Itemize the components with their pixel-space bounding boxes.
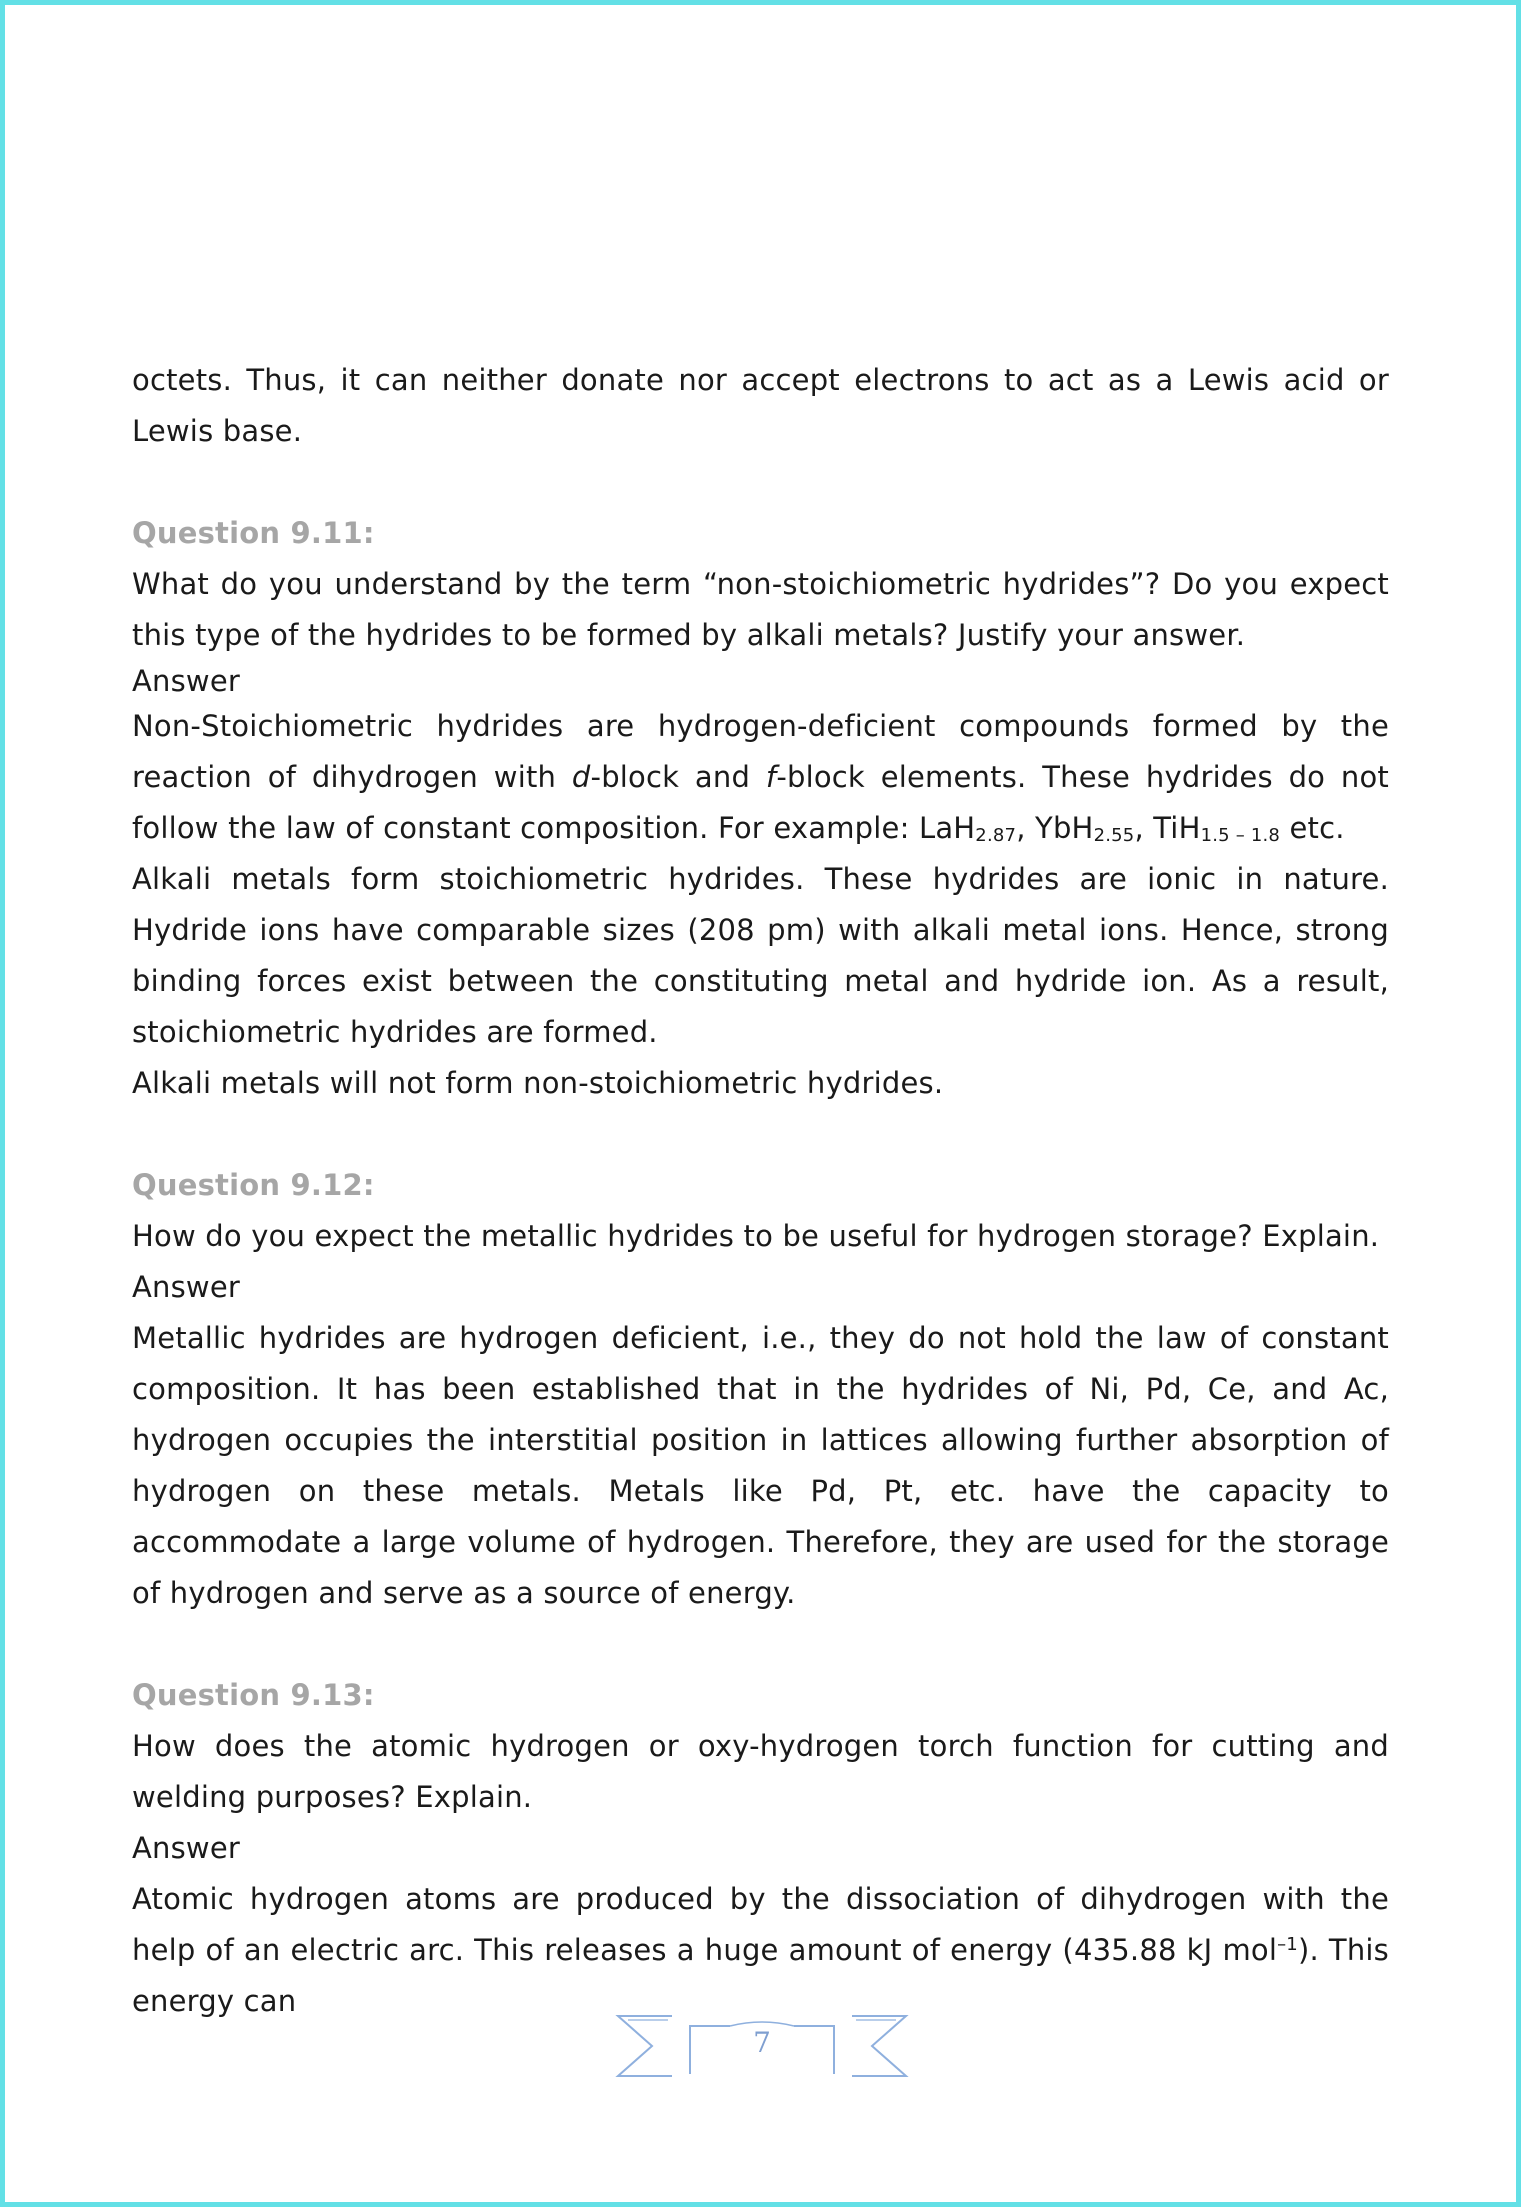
answer-label: Answer bbox=[132, 1270, 241, 1304]
answer-9-11-paragraph-3: Alkali metals will not form non-stoichiometric hydrides. bbox=[132, 1066, 944, 1100]
question-9-12-heading: Question 9.12: bbox=[132, 1168, 375, 1202]
question-9-11-text: What do you understand by the term “non-stoichiometric hydrides”? Do you expect this type of the hydrides to be formed by alkali metals? Justify your answer. bbox=[132, 567, 1389, 652]
question-9-12-text: How do you expect the metallic hydrides to be useful for hydrogen storage? Explain. bbox=[132, 1219, 1380, 1253]
document-body bbox=[132, 355, 1389, 2027]
question-9-13-heading: Question 9.13: bbox=[132, 1678, 375, 1712]
answer-9-11-paragraph-2: Alkali metals form stoichiometric hydrides. These hydrides are ionic in nature. Hydride ions have comparable sizes (208 pm) with alkali metal ions. Hence, strong binding forces exist between the constituting metal and hydride ion. As a result, stoichiometric hydrides are formed. bbox=[132, 862, 1389, 1049]
answer-label: Answer bbox=[132, 664, 241, 698]
intro-paragraph: octets. Thus, it can neither donate nor accept electrons to act as a Lewis acid or Lewis base. bbox=[132, 363, 1389, 448]
answer-9-13-paragraph-1: Atomic hydrogen atoms are produced by the dissociation of dihydrogen with the help of an electric arc. This releases a huge amount of energy (435.88 kJ mol$^{-1}$). This energy can bbox=[132, 1882, 1389, 2018]
question-9-11-heading: Question 9.11: bbox=[132, 516, 375, 550]
page-number: 7 bbox=[753, 2026, 771, 2059]
answer-9-11-paragraph-1: Non-Stoichiometric hydrides are hydrogen-deficient compounds formed by the reaction of dihydrogen with d-block and f-block elements. These hydrides do not follow the law of constant composition. For example: LaH$_{2.87}$, YbH$_{2.55}$, TiH$_{1.5 - 1.8}$ etc. bbox=[132, 709, 1390, 846]
answer-label: Answer bbox=[132, 1831, 241, 1865]
question-9-13-text: How does the atomic hydrogen or oxy-hydrogen torch function for cutting and welding purposes? Explain. bbox=[132, 1729, 1389, 1814]
page-footer bbox=[612, 2012, 912, 2082]
answer-9-12-paragraph-1: Metallic hydrides are hydrogen deficient, i.e., they do not hold the law of constant composition. It has been established that in the hydrides of Ni, Pd, Ce, and Ac, hydrogen occupies the interstitial position in lattices allowing further absorption of hydrogen on these metals. Metals like Pd, Pt, etc. have the capacity to accommodate a large volume of hydrogen. Therefore, they are used for the storage of hydrogen and serve as a source of energy. bbox=[132, 1321, 1389, 1610]
